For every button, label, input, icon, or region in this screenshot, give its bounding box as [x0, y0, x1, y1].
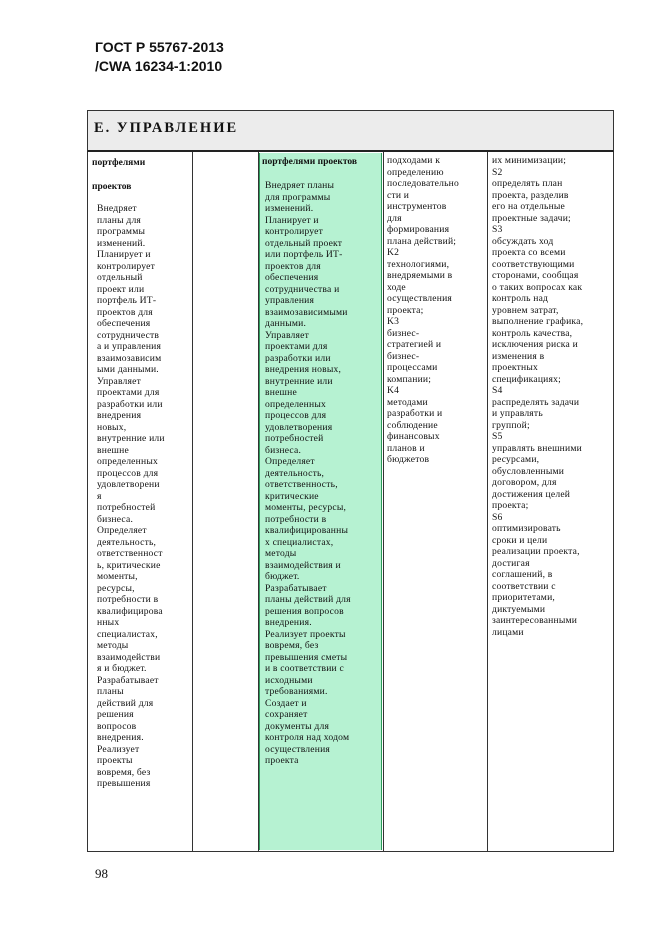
page-number: 98 [95, 866, 108, 881]
cell-text: Внедряет планы для программы изменений. Планирует и контролирует отдельный проект или портфель ИТ- проектов для обеспечения сотрудничества и управления взаимозависимыми данными. Управляет проектами для разработки или внедрения новых, внутренние или внешне определенных процессов для удовлетворения потребностей бизнеса. Определяет деятельность, ответственность, критические моменты, ресурсы, потребности в квалифицированны х специалистах, методы взаимодействия и бюджет. Разрабатывает планы действий для решения вопросов внедрения. Реализует проекты вовремя, без превышения сметы и в соответствии с исходными требованиями. Создает и сохраняет документы для контроля над ходом осуществления проекта [265, 180, 351, 766]
cell-text: Внедряет планы для программы изменений. Планирует и контролирует отдельный проект или портфель ИТ- проектов для обеспечения сотрудничеств а и управления взаимозависим ыми данными. Управляет проектами для разработки или внедрения новых, внутренние или внешне определенных процессов для удовлетворени я потребностей бизнеса. Определяет деятельность, ответственност ь, критические моменты, ресурсы, потребности в квалифицирова нных специалистах, методы взаимодействи я и бюджет. Разрабатывает планы действий для решения вопросов внедрения. Реализует проекты вовремя, без превышения [97, 203, 165, 789]
table-column-knowledge [385, 152, 485, 851]
section-title: E. УПРАВЛЕНИЕ [94, 120, 239, 136]
standard-code: ГОСТ Р 55767-2013 [95, 39, 224, 55]
cell-text: их минимизации; S2 определять план проекта, разделив его на отдельные проектные задачи; S3 обсуждать ход проекта со всеми соответствующими сторонами, сообщая о таких вопросах как контроль над уровнем затрат, выполнение графика, контроль качества, исключения риска и изменения в проектных спецификациях; S4 распределять задачи и управлять группой; S5 управлять внешними ресурсами, обусловленными договором, для достижения целей проекта; S6 оптимизировать сроки и цели реализации проекта, достигая соглашений, в соответствии с приоритетами, диктуемыми заинтересованными лицами [492, 155, 584, 638]
column-divider [383, 152, 384, 851]
table-column-skills [489, 152, 614, 851]
column-heading: проектов [92, 182, 132, 192]
cell-text: подходами к определению последовательно сти и инструментов для формирования плана действий; K2 технологиями, внедряемыми в ходе осуществления проекта; K3 бизнес- стратегией и бизнес- процессами компании; K4 методами разработки и соблюдение финансовых планов и бюджетов [387, 155, 459, 465]
cwa-code: /CWA 16234-1:2010 [95, 58, 223, 74]
column-heading: портфелями [92, 158, 146, 168]
competence-table [87, 152, 614, 852]
column-heading: портфелями проектов [262, 157, 358, 167]
table-column-empty [193, 152, 257, 851]
document-code [95, 38, 224, 76]
table-column-highlighted-description [259, 153, 382, 850]
table-column-level-description [92, 152, 189, 851]
section-header [87, 110, 614, 152]
column-divider [487, 152, 488, 851]
